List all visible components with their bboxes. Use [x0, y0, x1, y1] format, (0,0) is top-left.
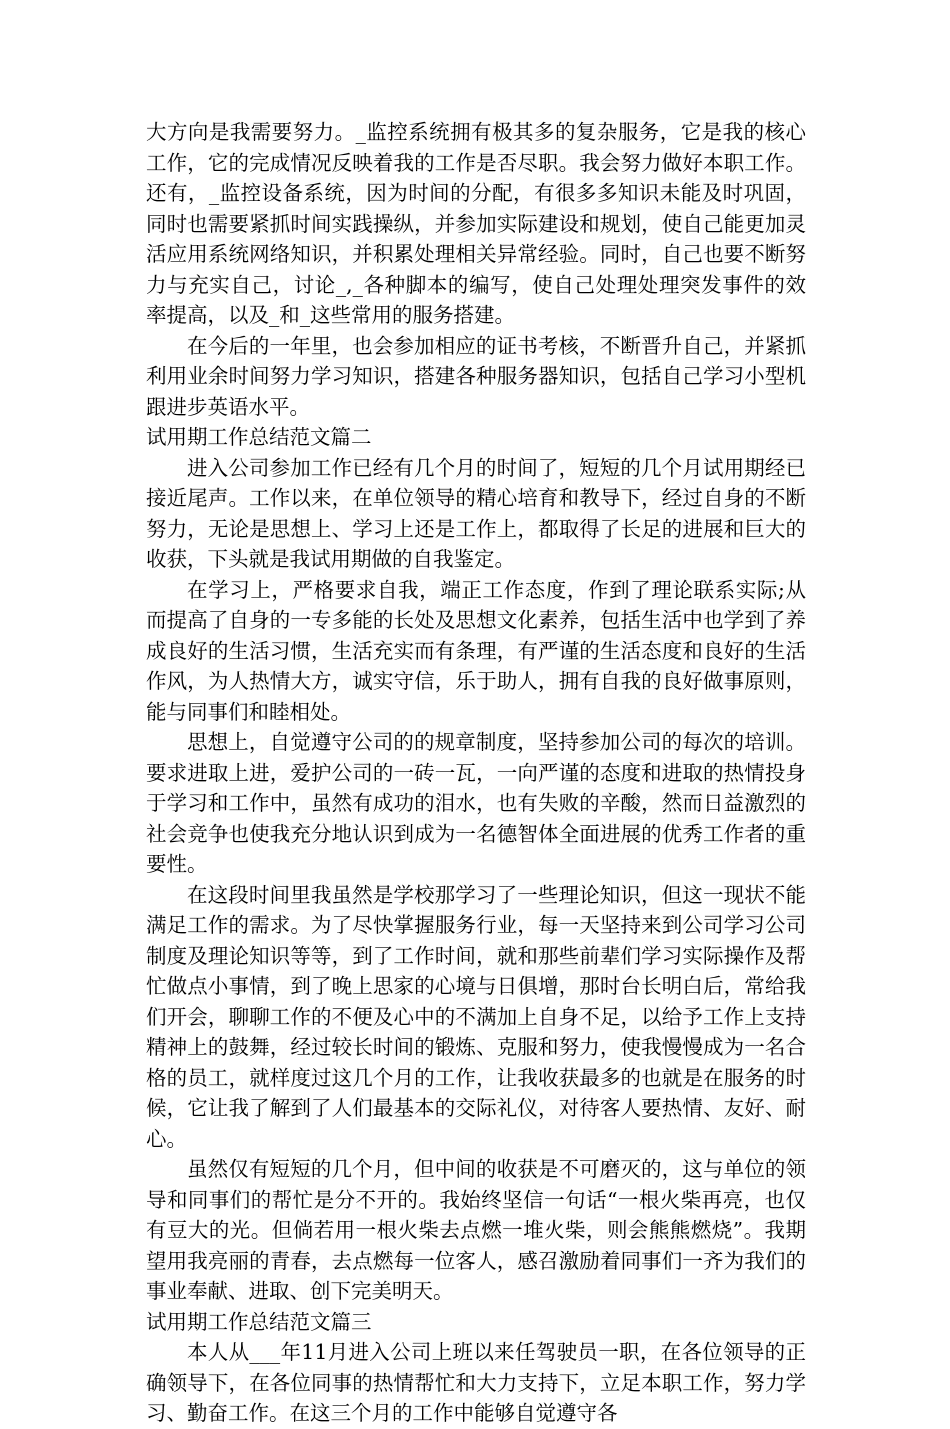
- section-heading-3: 试用期工作总结范文篇三: [146, 1309, 372, 1334]
- paragraph-6: 在这段时间里我虽然是学校那学习了一些理论知识，但这一现状不能满足工作的需求。为了尽快掌握服务行业，每一天坚持来到公司学习公司制度及理论知识等等，到了工作时间，就和那些前辈们学习实际操作及帮忙做点小事情，到了晚上思家的心境与日俱增，那时台长明白后，常给我们开会，聊聊工作的不便及心中的不满加上自身不足，以给予工作上支持精神上的鼓舞，经过较长时间的锻炼、克服和努力，使我慢慢成为一名合格的员工，就样度过这几个月的工作，让我收获最多的也就是在服务的时候，它让我了解到了人们最基本的交际礼仪，对待客人要热情、友好、耐心。: [146, 882, 806, 1151]
- paragraph-3: 进入公司参加工作已经有几个月的时间了，短短的几个月试用期经已接近尾声。工作以来，在单位领导的精心培育和教导下，经过自身的不断努力，无论是思想上、学习上还是工作上，都取得了长足的进展和巨大的收获，下头就是我试用期做的自我鉴定。: [146, 455, 806, 571]
- paragraph-5: 思想上，自觉遵守公司的的规章制度，坚持参加公司的每次的培训。要求进取上进，爱护公司的一砖一瓦，一向严谨的态度和进取的热情投身于学习和工作中，虽然有成功的泪水，也有失败的辛酸，然而日益激烈的社会竞争也使我充分地认识到成为一名德智体全面进展的优秀工作者的重要性。: [146, 730, 806, 876]
- document-page: [146, 117, 806, 1429]
- section-heading-2: 试用期工作总结范文篇二: [146, 425, 372, 449]
- paragraph-7: 虽然仅有短短的几个月，但中间的收获是不可磨灭的，这与单位的领导和同事们的帮忙是分不开的。我始终坚信一句话“一根火柴再亮，也仅有豆大的光。但倘若用一根火柴去点燃一堆火柴，则会熊熊燃烧”。我期望用我亮丽的青春，去点燃每一位客人，感召激励着同事们一齐为我们的事业奉献、进取、创下完美明天。: [146, 1157, 806, 1303]
- paragraph-1: 大方向是我需要努力。_监控系统拥有极其多的复杂服务，它是我的核心工作，它的完成情况反映着我的工作是否尽职。我会努力做好本职工作。还有，_监控设备系统，因为时间的分配，有很多多知识未能及时巩固，同时也需要紧抓时间实践操纵，并参加实际建设和规划，使自己能更加灵活应用系统网络知识，并积累处理相关异常经验。同时，自己也要不断努力与充实自己，讨论_,_各种脚本的编写，使自己处理处理突发事件的效率提高，以及_和_这些常用的服务搭建。: [146, 120, 806, 327]
- paragraph-8: 本人从___年11月进入公司上班以来任驾驶员一职，在各位领导的正确领导下，在各位同事的热情帮忙和大力支持下，立足本职工作，努力学习、勤奋工作。在这三个月的工作中能够自觉遵守各: [146, 1340, 806, 1425]
- paragraph-2: 在今后的一年里，也会参加相应的证书考核，不断晋升自己，并紧抓利用业余时间努力学习知识，搭建各种服务器知识，包括自己学习小型机跟进步英语水平。: [146, 333, 806, 419]
- paragraph-4: 在学习上，严格要求自我，端正工作态度，作到了理论联系实际;从而提高了自身的一专多能的长处及思想文化素养，包括生活中也学到了养成良好的生活习惯，生活充实而有条理，有严谨的生活态度和良好的生活作风，为人热情大方，诚实守信，乐于助人，拥有自我的良好做事原则，能与同事们和睦相处。: [146, 577, 806, 724]
